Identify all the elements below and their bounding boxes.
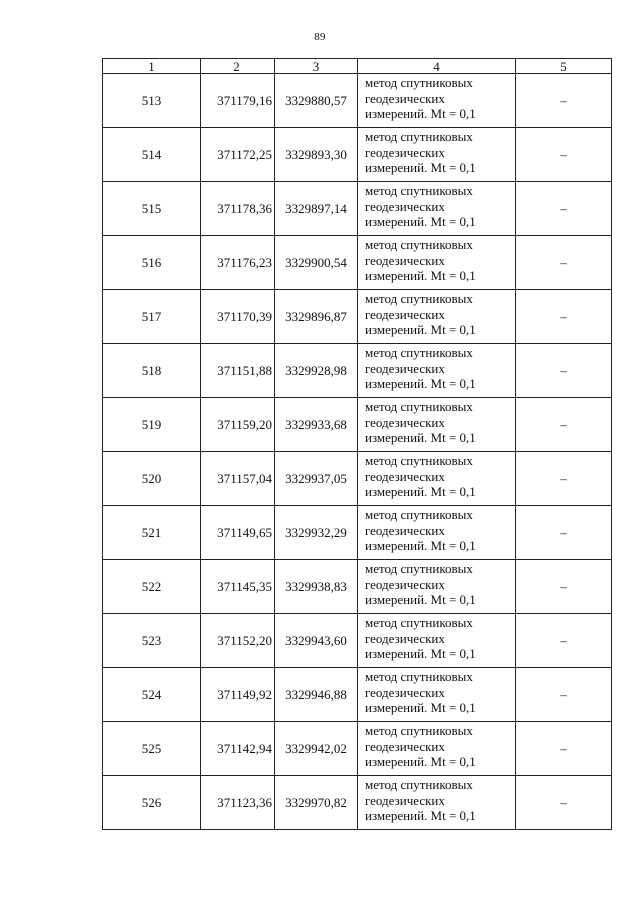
table-row bbox=[103, 668, 612, 722]
y-coordinate-cell bbox=[275, 344, 358, 398]
header-col-4: 4 bbox=[358, 59, 516, 74]
point-number-cell bbox=[103, 182, 201, 236]
y-coordinate-text: 3329946,88 bbox=[285, 686, 347, 702]
x-coordinate-text: 371178,36 bbox=[217, 200, 272, 216]
note-cell bbox=[516, 74, 612, 128]
point-number-text: 515 bbox=[141, 200, 162, 216]
y-coordinate-text: 3329937,05 bbox=[285, 470, 347, 486]
note-text: – bbox=[560, 362, 567, 378]
x-coordinate-text: 371145,35 bbox=[217, 578, 272, 594]
method-cell bbox=[358, 236, 516, 290]
x-coordinate-text: 371172,25 bbox=[217, 146, 272, 162]
note-text: – bbox=[560, 92, 567, 108]
note-text: – bbox=[560, 254, 567, 270]
header-col-5: 5 bbox=[516, 59, 612, 74]
note-text: – bbox=[560, 740, 567, 756]
note-cell bbox=[516, 290, 612, 344]
y-coordinate-cell bbox=[275, 290, 358, 344]
note-text: – bbox=[560, 416, 567, 432]
point-number-cell bbox=[103, 614, 201, 668]
method-cell bbox=[358, 776, 516, 830]
point-number-text: 514 bbox=[141, 146, 162, 162]
x-coordinate-cell bbox=[201, 614, 275, 668]
method-cell bbox=[358, 74, 516, 128]
method-text: метод спутниковых геодезических измерений. Mt = 0,1 bbox=[365, 669, 476, 715]
method-cell bbox=[358, 506, 516, 560]
note-cell bbox=[516, 398, 612, 452]
x-coordinate-text: 371152,20 bbox=[217, 632, 272, 648]
point-number-cell bbox=[103, 452, 201, 506]
x-coordinate-text: 371123,36 bbox=[217, 794, 272, 810]
note-text: – bbox=[560, 524, 567, 540]
note-cell bbox=[516, 668, 612, 722]
y-coordinate-text: 3329943,60 bbox=[285, 632, 347, 648]
point-number-text: 519 bbox=[141, 416, 162, 432]
table-row bbox=[103, 398, 612, 452]
method-text: метод спутниковых геодезических измерений. Mt = 0,1 bbox=[365, 723, 476, 769]
note-cell bbox=[516, 722, 612, 776]
y-coordinate-cell bbox=[275, 452, 358, 506]
y-coordinate-text: 3329928,98 bbox=[285, 362, 347, 378]
y-coordinate-cell bbox=[275, 398, 358, 452]
method-text: метод спутниковых геодезических измерений. Mt = 0,1 bbox=[365, 75, 476, 121]
y-coordinate-text: 3329932,29 bbox=[285, 524, 347, 540]
x-coordinate-cell bbox=[201, 452, 275, 506]
method-cell bbox=[358, 452, 516, 506]
y-coordinate-cell bbox=[275, 614, 358, 668]
note-text: – bbox=[560, 308, 567, 324]
x-coordinate-cell bbox=[201, 344, 275, 398]
point-number-cell bbox=[103, 776, 201, 830]
method-text: метод спутниковых геодезических измерений. Mt = 0,1 bbox=[365, 237, 476, 283]
note-cell bbox=[516, 452, 612, 506]
x-coordinate-text: 371159,20 bbox=[217, 416, 272, 432]
y-coordinate-cell bbox=[275, 506, 358, 560]
point-number-cell bbox=[103, 398, 201, 452]
point-number-text: 523 bbox=[141, 632, 162, 648]
table-header bbox=[103, 59, 612, 74]
method-text: метод спутниковых геодезических измерений. Mt = 0,1 bbox=[365, 345, 476, 391]
header-col-1: 1 bbox=[103, 59, 201, 74]
table-row bbox=[103, 722, 612, 776]
note-cell bbox=[516, 236, 612, 290]
note-text: – bbox=[560, 578, 567, 594]
y-coordinate-text: 3329938,83 bbox=[285, 578, 347, 594]
method-text: метод спутниковых геодезических измерений. Mt = 0,1 bbox=[365, 615, 476, 661]
x-coordinate-cell bbox=[201, 290, 275, 344]
header-col-3: 3 bbox=[275, 59, 358, 74]
x-coordinate-text: 371170,39 bbox=[217, 308, 272, 324]
y-coordinate-cell bbox=[275, 182, 358, 236]
method-text: метод спутниковых геодезических измерений. Mt = 0,1 bbox=[365, 777, 476, 823]
y-coordinate-text: 3329970,82 bbox=[285, 794, 347, 810]
table-row bbox=[103, 560, 612, 614]
x-coordinate-text: 371176,23 bbox=[217, 254, 272, 270]
method-cell bbox=[358, 722, 516, 776]
y-coordinate-text: 3329893,30 bbox=[285, 146, 347, 162]
point-number-text: 513 bbox=[141, 92, 162, 108]
note-cell bbox=[516, 776, 612, 830]
x-coordinate-text: 371149,65 bbox=[217, 524, 272, 540]
table-row bbox=[103, 236, 612, 290]
method-text: метод спутниковых геодезических измерений. Mt = 0,1 bbox=[365, 183, 476, 229]
y-coordinate-cell bbox=[275, 74, 358, 128]
table-row bbox=[103, 614, 612, 668]
note-text: – bbox=[560, 632, 567, 648]
method-cell bbox=[358, 128, 516, 182]
x-coordinate-cell bbox=[201, 236, 275, 290]
table-row bbox=[103, 344, 612, 398]
point-number-cell bbox=[103, 506, 201, 560]
note-cell bbox=[516, 614, 612, 668]
note-text: – bbox=[560, 146, 567, 162]
y-coordinate-text: 3329880,57 bbox=[285, 92, 347, 108]
header-row bbox=[103, 59, 612, 74]
point-number-cell bbox=[103, 74, 201, 128]
y-coordinate-cell bbox=[275, 560, 358, 614]
point-number-text: 518 bbox=[141, 362, 162, 378]
table-body bbox=[103, 74, 612, 830]
y-coordinate-cell bbox=[275, 668, 358, 722]
x-coordinate-cell bbox=[201, 128, 275, 182]
point-number-cell bbox=[103, 560, 201, 614]
note-text: – bbox=[560, 686, 567, 702]
note-cell bbox=[516, 506, 612, 560]
x-coordinate-text: 371179,16 bbox=[217, 92, 272, 108]
point-number-text: 526 bbox=[141, 794, 162, 810]
point-number-text: 517 bbox=[141, 308, 162, 324]
point-number-text: 525 bbox=[141, 740, 162, 756]
x-coordinate-cell bbox=[201, 560, 275, 614]
table-row bbox=[103, 506, 612, 560]
point-number-cell bbox=[103, 236, 201, 290]
method-cell bbox=[358, 614, 516, 668]
y-coordinate-text: 3329933,68 bbox=[285, 416, 347, 432]
point-number-text: 522 bbox=[141, 578, 162, 594]
method-text: метод спутниковых геодезических измерений. Mt = 0,1 bbox=[365, 561, 476, 607]
y-coordinate-cell bbox=[275, 128, 358, 182]
point-number-text: 521 bbox=[141, 524, 162, 540]
method-text: метод спутниковых геодезических измерений. Mt = 0,1 bbox=[365, 129, 476, 175]
x-coordinate-cell bbox=[201, 74, 275, 128]
x-coordinate-cell bbox=[201, 398, 275, 452]
y-coordinate-text: 3329896,87 bbox=[285, 308, 347, 324]
x-coordinate-text: 371151,88 bbox=[217, 362, 272, 378]
method-cell bbox=[358, 560, 516, 614]
note-cell bbox=[516, 128, 612, 182]
x-coordinate-text: 371142,94 bbox=[217, 740, 272, 756]
method-cell bbox=[358, 344, 516, 398]
point-number-cell bbox=[103, 344, 201, 398]
y-coordinate-text: 3329900,54 bbox=[285, 254, 347, 270]
method-text: метод спутниковых геодезических измерений. Mt = 0,1 bbox=[365, 399, 476, 445]
point-number-text: 516 bbox=[141, 254, 162, 270]
table-row bbox=[103, 128, 612, 182]
method-text: метод спутниковых геодезических измерений. Mt = 0,1 bbox=[365, 291, 476, 337]
table-row bbox=[103, 74, 612, 128]
point-number-cell bbox=[103, 290, 201, 344]
method-cell bbox=[358, 182, 516, 236]
point-number-cell bbox=[103, 668, 201, 722]
note-cell bbox=[516, 560, 612, 614]
point-number-text: 520 bbox=[141, 470, 162, 486]
table-row bbox=[103, 776, 612, 830]
table-row bbox=[103, 182, 612, 236]
note-text: – bbox=[560, 794, 567, 810]
table-row bbox=[103, 290, 612, 344]
x-coordinate-text: 371157,04 bbox=[217, 470, 272, 486]
page-number: 89 bbox=[314, 31, 326, 43]
coordinates-table bbox=[102, 58, 612, 830]
note-text: – bbox=[560, 200, 567, 216]
point-number-cell bbox=[103, 128, 201, 182]
table-row bbox=[103, 452, 612, 506]
y-coordinate-text: 3329942,02 bbox=[285, 740, 347, 756]
method-text: метод спутниковых геодезических измерений. Mt = 0,1 bbox=[365, 507, 476, 553]
y-coordinate-text: 3329897,14 bbox=[285, 200, 347, 216]
x-coordinate-cell bbox=[201, 506, 275, 560]
point-number-text: 524 bbox=[141, 686, 162, 702]
point-number-cell bbox=[103, 722, 201, 776]
x-coordinate-text: 371149,92 bbox=[217, 686, 272, 702]
note-cell bbox=[516, 182, 612, 236]
x-coordinate-cell bbox=[201, 776, 275, 830]
header-col-2: 2 bbox=[201, 59, 275, 74]
x-coordinate-cell bbox=[201, 182, 275, 236]
method-text: метод спутниковых геодезических измерений. Mt = 0,1 bbox=[365, 453, 476, 499]
note-cell bbox=[516, 344, 612, 398]
method-cell bbox=[358, 668, 516, 722]
x-coordinate-cell bbox=[201, 668, 275, 722]
y-coordinate-cell bbox=[275, 722, 358, 776]
method-cell bbox=[358, 398, 516, 452]
x-coordinate-cell bbox=[201, 722, 275, 776]
note-text: – bbox=[560, 470, 567, 486]
y-coordinate-cell bbox=[275, 236, 358, 290]
method-cell bbox=[358, 290, 516, 344]
y-coordinate-cell bbox=[275, 776, 358, 830]
